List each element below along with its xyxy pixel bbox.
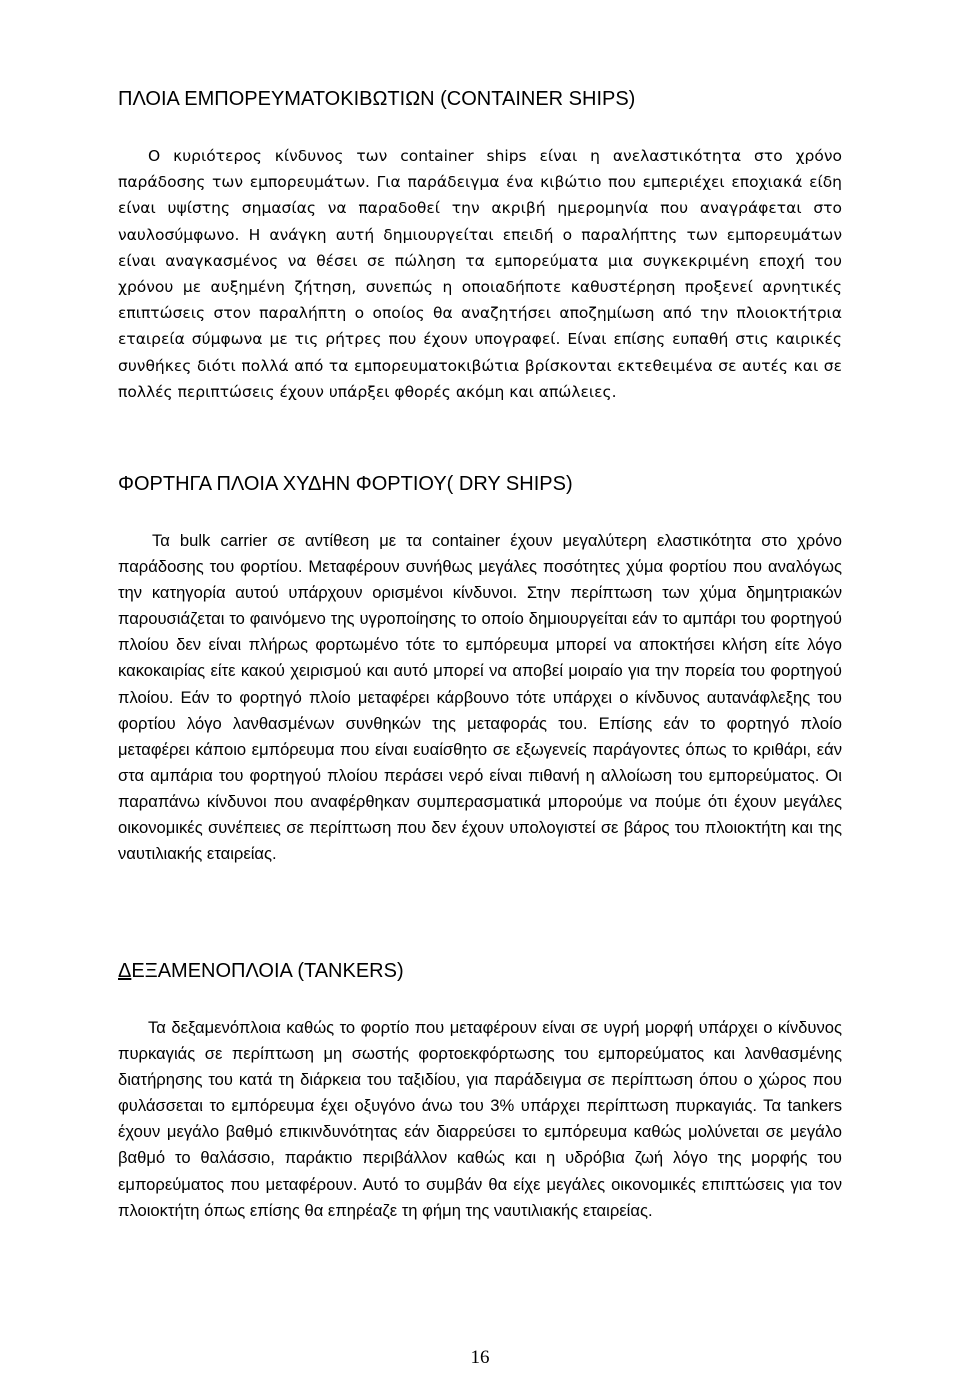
heading-prefix: Δ [118,960,132,982]
heading-rest: ΕΞΑΜΕΝΟΠΛΟΙΑ (TANKERS) [131,960,404,982]
section-heading-dry-ships: ΦΟΡΤΗΓΑ ΠΛΟΙΑ ΧΥΔΗΝ ΦΟΡΤΙΟΥ( DRY SHIPS) [118,473,573,495]
section-paragraph-dry-ships: Τα bulk carrier σε αντίθεση με τα container έχουν μεγαλύτερη ελαστικότητα στο χρόνο παράδοσης του φορτίου. Μεταφέρουν συνήθως μεγάλες ποσότητες χύμα φορτίου που αναλόγως την κατηγορία αυτού υπάρχουν ορισμένοι κίνδυνοι. Στην περίπτωση των χύμα δημητριακών παρουσιάζεται το φαινόμενο της υγροποίησης το οποίο δημιουργείται εάν το αμπάρι του φορτηγού πλοίου δεν είναι πλήρως φορτωμένο τότε το εμπόρευμα μπορεί να αποκτήσει κλήση είτε λόγο κακοκαιρίας είτε κακού χειρισμού και αυτό μπορεί να αποβεί μοιραίο για την πορεία του φορτηγού πλοίου. Εάν το φορτηγό πλοίο μεταφέρει κάρβουνο τότε υπάρχει ο κίνδυνος αυτανάφλεξης του φορτίου λόγο λανθασμένων συνθηκών της μεταφοράς του. Επίσης εάν το φορτηγό πλοίο μεταφέρει κάποιο εμπόρευμα που είναι ευαίσθητο σε εξωγενείς παράγοντες όπως το κριθάρι, εάν στα αμπάρια του φορτηγού πλοίου περάσει νερό είναι πιθανή η αλλοίωση του εμπορεύματος. Οι παραπάνω κίνδυνοι που αναφέρθηκαν συμπερασματικά μπορούμε να πούμε ότι έχουν μεγάλες οικονομικές συνέπειες σε περίπτωση που δεν έχουν υπολογιστεί σε βάρος του πλοιοκτήτη και της ναυτιλιακής εταιρείας. [118,531,842,864]
section-paragraph-container-ships: Ο κυριότερος κίνδυνος των container ships είναι η ανελαστικότητα στο χρόνο παράδοσης των εμπορευμάτων. Για παράδειγμα ένα κιβώτιο που εμπεριέχει εποχιακά είδη είναι υψίστης σημασίας να παραδοθεί την ακριβή ημερομηνία που αναγράφεται στο ναυλοσύμφωνο. Η ανάγκη αυτή δημιουργείται επειδή ο παραλήπτης των εμπορευμάτων είναι αναγκασμένος να θέσει σε πώληση τα εμπορεύματα μια συγκεκριμένη εποχή του χρόνου με αυξημένη ζήτηση, συνεπώς η οποιαδήποτε καθυστέρηση προξενεί αρνητικές επιπτώσεις στον παραλήπτη ο οποίος θα αναζητήσει αποζημίωση από την πλοιοκτήτρια εταιρεία σύμφωνα με τις ρήτρες που έχουν υπογραφεί. Είναι επίσης ευπαθή στις καιρικές συνθήκες διότι πολλά από τα εμπορευματοκιβώτια βρίσκονται εκτεθειμένα σε αυτές και σε πολλές περιπτώσεις έχουν υπάρξει φθορές ακόμη και απώλειες. [118,147,842,401]
section-paragraph-tankers: Τα δεξαμενόπλοια καθώς το φορτίο που μεταφέρουν είναι σε υγρή μορφή υπάρχει ο κίνδυνος πυρκαγιάς σε περίπτωση μη σωστής φορτοεκφόρτωσης του εμπορεύματος και λανθασμένης διατήρησης του κατά τη διάρκεια του ταξιδίου, για παράδειγμα σε περίπτωση όπου ο χώρος που φυλάσσεται το εμπόρευμα έχει οξυγόνο άνω του 3% υπάρχει περίπτωση πυρκαγιάς. Τα tankers έχουν μεγάλο βαθμό επικινδυνότητας εάν διαρρεύσει το εμπόρευμα καθώς μολύνεται σε μεγάλο βαθμό το θαλάσσιο, παράκτιο περιβάλλον καθώς και η υδρόβια ζωή λόγο της μορφής του εμπορεύματος που μεταφέρουν. Αυτό το συμβάν θα είχε μεγάλες οικονομικές επιπτώσεις για τον πλοιοκτήτη όπως επίσης θα επηρέαζε τη φήμη της ναυτιλιακής εταιρείας. [118,1018,842,1220]
section-heading-container-ships: ΠΛΟΙΑ ΕΜΠΟΡΕΥΜΑΤΟΚΙΒΩΤΙΩΝ (CONTAINER SHIPS) [118,88,636,110]
page-number: 16 [470,1347,490,1368]
section-heading-tankers [118,959,858,983]
